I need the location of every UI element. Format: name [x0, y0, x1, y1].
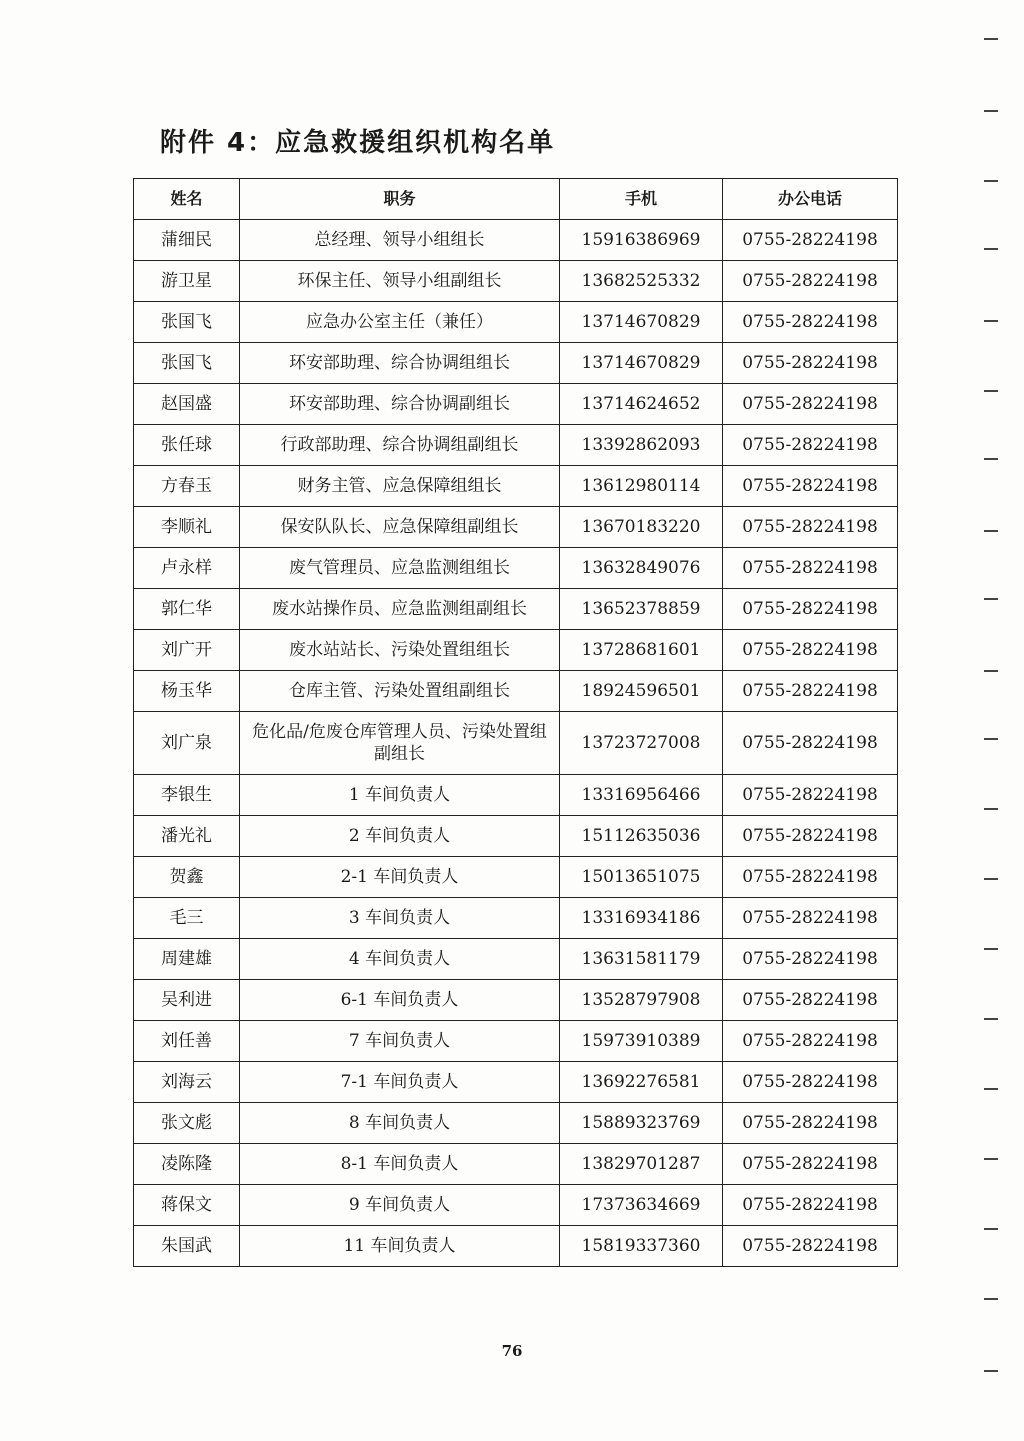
cell-position: 仓库主管、污染处置组副组长: [240, 671, 560, 712]
edge-mark: [984, 530, 998, 532]
cell-office-phone: 0755-28224198: [723, 857, 898, 898]
table-row: [134, 1103, 898, 1144]
table-row: [134, 816, 898, 857]
cell-mobile: 13714624652: [560, 384, 723, 425]
cell-position: 4 车间负责人: [240, 939, 560, 980]
cell-office-phone: 0755-28224198: [723, 589, 898, 630]
edge-mark: [984, 808, 998, 810]
cell-mobile: 13714670829: [560, 343, 723, 384]
edge-mark: [984, 180, 998, 182]
cell-mobile: 13632849076: [560, 548, 723, 589]
cell-mobile: 15916386969: [560, 220, 723, 261]
cell-name: 杨玉华: [134, 671, 240, 712]
cell-office-phone: 0755-28224198: [723, 466, 898, 507]
cell-position: 7-1 车间负责人: [240, 1062, 560, 1103]
cell-mobile: 15819337360: [560, 1226, 723, 1267]
cell-mobile: 15973910389: [560, 1021, 723, 1062]
edge-mark: [984, 320, 998, 322]
cell-office-phone: 0755-28224198: [723, 1021, 898, 1062]
cell-name: 刘任善: [134, 1021, 240, 1062]
table-row: [134, 1185, 898, 1226]
cell-position: 废水站站长、污染处置组组长: [240, 630, 560, 671]
edge-mark: [984, 458, 998, 460]
table-body: [134, 220, 898, 1267]
cell-mobile: 13723727008: [560, 712, 723, 775]
edge-mark: [984, 1088, 998, 1090]
edge-mark: [984, 390, 998, 392]
cell-office-phone: 0755-28224198: [723, 220, 898, 261]
edge-mark: [984, 1370, 998, 1372]
cell-mobile: 13692276581: [560, 1062, 723, 1103]
cell-position: 3 车间负责人: [240, 898, 560, 939]
cell-name: 卢永样: [134, 548, 240, 589]
cell-position: 2-1 车间负责人: [240, 857, 560, 898]
cell-name: 赵国盛: [134, 384, 240, 425]
cell-name: 刘广开: [134, 630, 240, 671]
cell-mobile: 13631581179: [560, 939, 723, 980]
cell-position: 2 车间负责人: [240, 816, 560, 857]
edge-mark: [984, 1298, 998, 1300]
table-row: [134, 589, 898, 630]
cell-name: 蒋保文: [134, 1185, 240, 1226]
table-row: [134, 466, 898, 507]
table-row: [134, 630, 898, 671]
cell-office-phone: 0755-28224198: [723, 261, 898, 302]
cell-office-phone: 0755-28224198: [723, 775, 898, 816]
table-row: [134, 261, 898, 302]
cell-mobile: 17373634669: [560, 1185, 723, 1226]
cell-office-phone: 0755-28224198: [723, 1103, 898, 1144]
cell-office-phone: 0755-28224198: [723, 980, 898, 1021]
edge-mark: [984, 38, 998, 40]
cell-name: 刘海云: [134, 1062, 240, 1103]
cell-mobile: 13728681601: [560, 630, 723, 671]
cell-name: 方春玉: [134, 466, 240, 507]
cell-position: 8-1 车间负责人: [240, 1144, 560, 1185]
cell-position: 危化品/危废仓库管理人员、污染处置组副组长: [240, 712, 560, 775]
cell-mobile: 13652378859: [560, 589, 723, 630]
table-row: [134, 302, 898, 343]
cell-name: 毛三: [134, 898, 240, 939]
edge-mark: [984, 110, 998, 112]
cell-position: 环保主任、领导小组副组长: [240, 261, 560, 302]
cell-name: 李银生: [134, 775, 240, 816]
edge-mark: [984, 1018, 998, 1020]
table-header-row: [134, 179, 898, 220]
table-row: [134, 1062, 898, 1103]
cell-mobile: 13612980114: [560, 466, 723, 507]
cell-office-phone: 0755-28224198: [723, 898, 898, 939]
table-row: [134, 980, 898, 1021]
cell-position: 应急办公室主任（兼任）: [240, 302, 560, 343]
cell-office-phone: 0755-28224198: [723, 630, 898, 671]
page-number: 76: [501, 1342, 523, 1360]
cell-office-phone: 0755-28224198: [723, 384, 898, 425]
emergency-roster-table: [133, 178, 898, 1267]
cell-mobile: 15112635036: [560, 816, 723, 857]
cell-mobile: 13682525332: [560, 261, 723, 302]
cell-name: 游卫星: [134, 261, 240, 302]
table-row: [134, 343, 898, 384]
edge-mark: [984, 878, 998, 880]
cell-position: 环安部助理、综合协调组组长: [240, 343, 560, 384]
cell-name: 朱国武: [134, 1226, 240, 1267]
table-row: [134, 220, 898, 261]
cell-office-phone: 0755-28224198: [723, 939, 898, 980]
cell-name: 张文彪: [134, 1103, 240, 1144]
cell-name: 李顺礼: [134, 507, 240, 548]
edge-mark: [984, 670, 998, 672]
header-office-phone: 办公电话: [723, 179, 898, 220]
table-row: [134, 898, 898, 939]
header-mobile: 手机: [560, 179, 723, 220]
table-row: [134, 939, 898, 980]
cell-office-phone: 0755-28224198: [723, 425, 898, 466]
cell-mobile: 13528797908: [560, 980, 723, 1021]
cell-name: 张任球: [134, 425, 240, 466]
cell-mobile: 13714670829: [560, 302, 723, 343]
cell-position: 6-1 车间负责人: [240, 980, 560, 1021]
cell-office-phone: 0755-28224198: [723, 1185, 898, 1226]
table-row: [134, 1226, 898, 1267]
cell-position: 9 车间负责人: [240, 1185, 560, 1226]
edge-mark: [984, 948, 998, 950]
table-row: [134, 1144, 898, 1185]
cell-mobile: 18924596501: [560, 671, 723, 712]
table-row: [134, 1021, 898, 1062]
cell-office-phone: 0755-28224198: [723, 1226, 898, 1267]
page-title: 附件 4：应急救援组织机构名单: [160, 128, 556, 158]
cell-name: 张国飞: [134, 302, 240, 343]
table-row: [134, 384, 898, 425]
cell-office-phone: 0755-28224198: [723, 1062, 898, 1103]
edge-mark: [984, 738, 998, 740]
cell-position: 废水站操作员、应急监测组副组长: [240, 589, 560, 630]
edge-mark: [984, 248, 998, 250]
cell-office-phone: 0755-28224198: [723, 1144, 898, 1185]
cell-office-phone: 0755-28224198: [723, 816, 898, 857]
table-row: [134, 507, 898, 548]
edge-mark: [984, 1158, 998, 1160]
cell-office-phone: 0755-28224198: [723, 548, 898, 589]
cell-name: 刘广泉: [134, 712, 240, 775]
table-row: [134, 548, 898, 589]
cell-position: 1 车间负责人: [240, 775, 560, 816]
cell-mobile: 13829701287: [560, 1144, 723, 1185]
cell-position: 废气管理员、应急监测组组长: [240, 548, 560, 589]
cell-office-phone: 0755-28224198: [723, 343, 898, 384]
cell-mobile: 13316956466: [560, 775, 723, 816]
cell-office-phone: 0755-28224198: [723, 671, 898, 712]
table-row: [134, 425, 898, 466]
cell-position: 财务主管、应急保障组组长: [240, 466, 560, 507]
table-row: [134, 671, 898, 712]
edge-mark: [984, 1228, 998, 1230]
cell-name: 贺鑫: [134, 857, 240, 898]
cell-office-phone: 0755-28224198: [723, 507, 898, 548]
cell-name: 蒲细民: [134, 220, 240, 261]
cell-position: 环安部助理、综合协调副组长: [240, 384, 560, 425]
table-row: [134, 712, 898, 775]
cell-name: 凌陈隆: [134, 1144, 240, 1185]
header-name: 姓名: [134, 179, 240, 220]
cell-name: 周建雄: [134, 939, 240, 980]
cell-mobile: 13670183220: [560, 507, 723, 548]
edge-mark: [984, 598, 998, 600]
cell-mobile: 13392862093: [560, 425, 723, 466]
cell-office-phone: 0755-28224198: [723, 712, 898, 775]
cell-position: 总经理、领导小组组长: [240, 220, 560, 261]
cell-position: 保安队队长、应急保障组副组长: [240, 507, 560, 548]
cell-name: 吴利进: [134, 980, 240, 1021]
cell-position: 8 车间负责人: [240, 1103, 560, 1144]
cell-mobile: 15013651075: [560, 857, 723, 898]
cell-position: 7 车间负责人: [240, 1021, 560, 1062]
table-row: [134, 775, 898, 816]
table-row: [134, 857, 898, 898]
cell-name: 潘光礼: [134, 816, 240, 857]
cell-position: 11 车间负责人: [240, 1226, 560, 1267]
cell-mobile: 15889323769: [560, 1103, 723, 1144]
cell-mobile: 13316934186: [560, 898, 723, 939]
cell-office-phone: 0755-28224198: [723, 302, 898, 343]
cell-name: 张国飞: [134, 343, 240, 384]
header-position: 职务: [240, 179, 560, 220]
cell-position: 行政部助理、综合协调组副组长: [240, 425, 560, 466]
cell-name: 郭仁华: [134, 589, 240, 630]
